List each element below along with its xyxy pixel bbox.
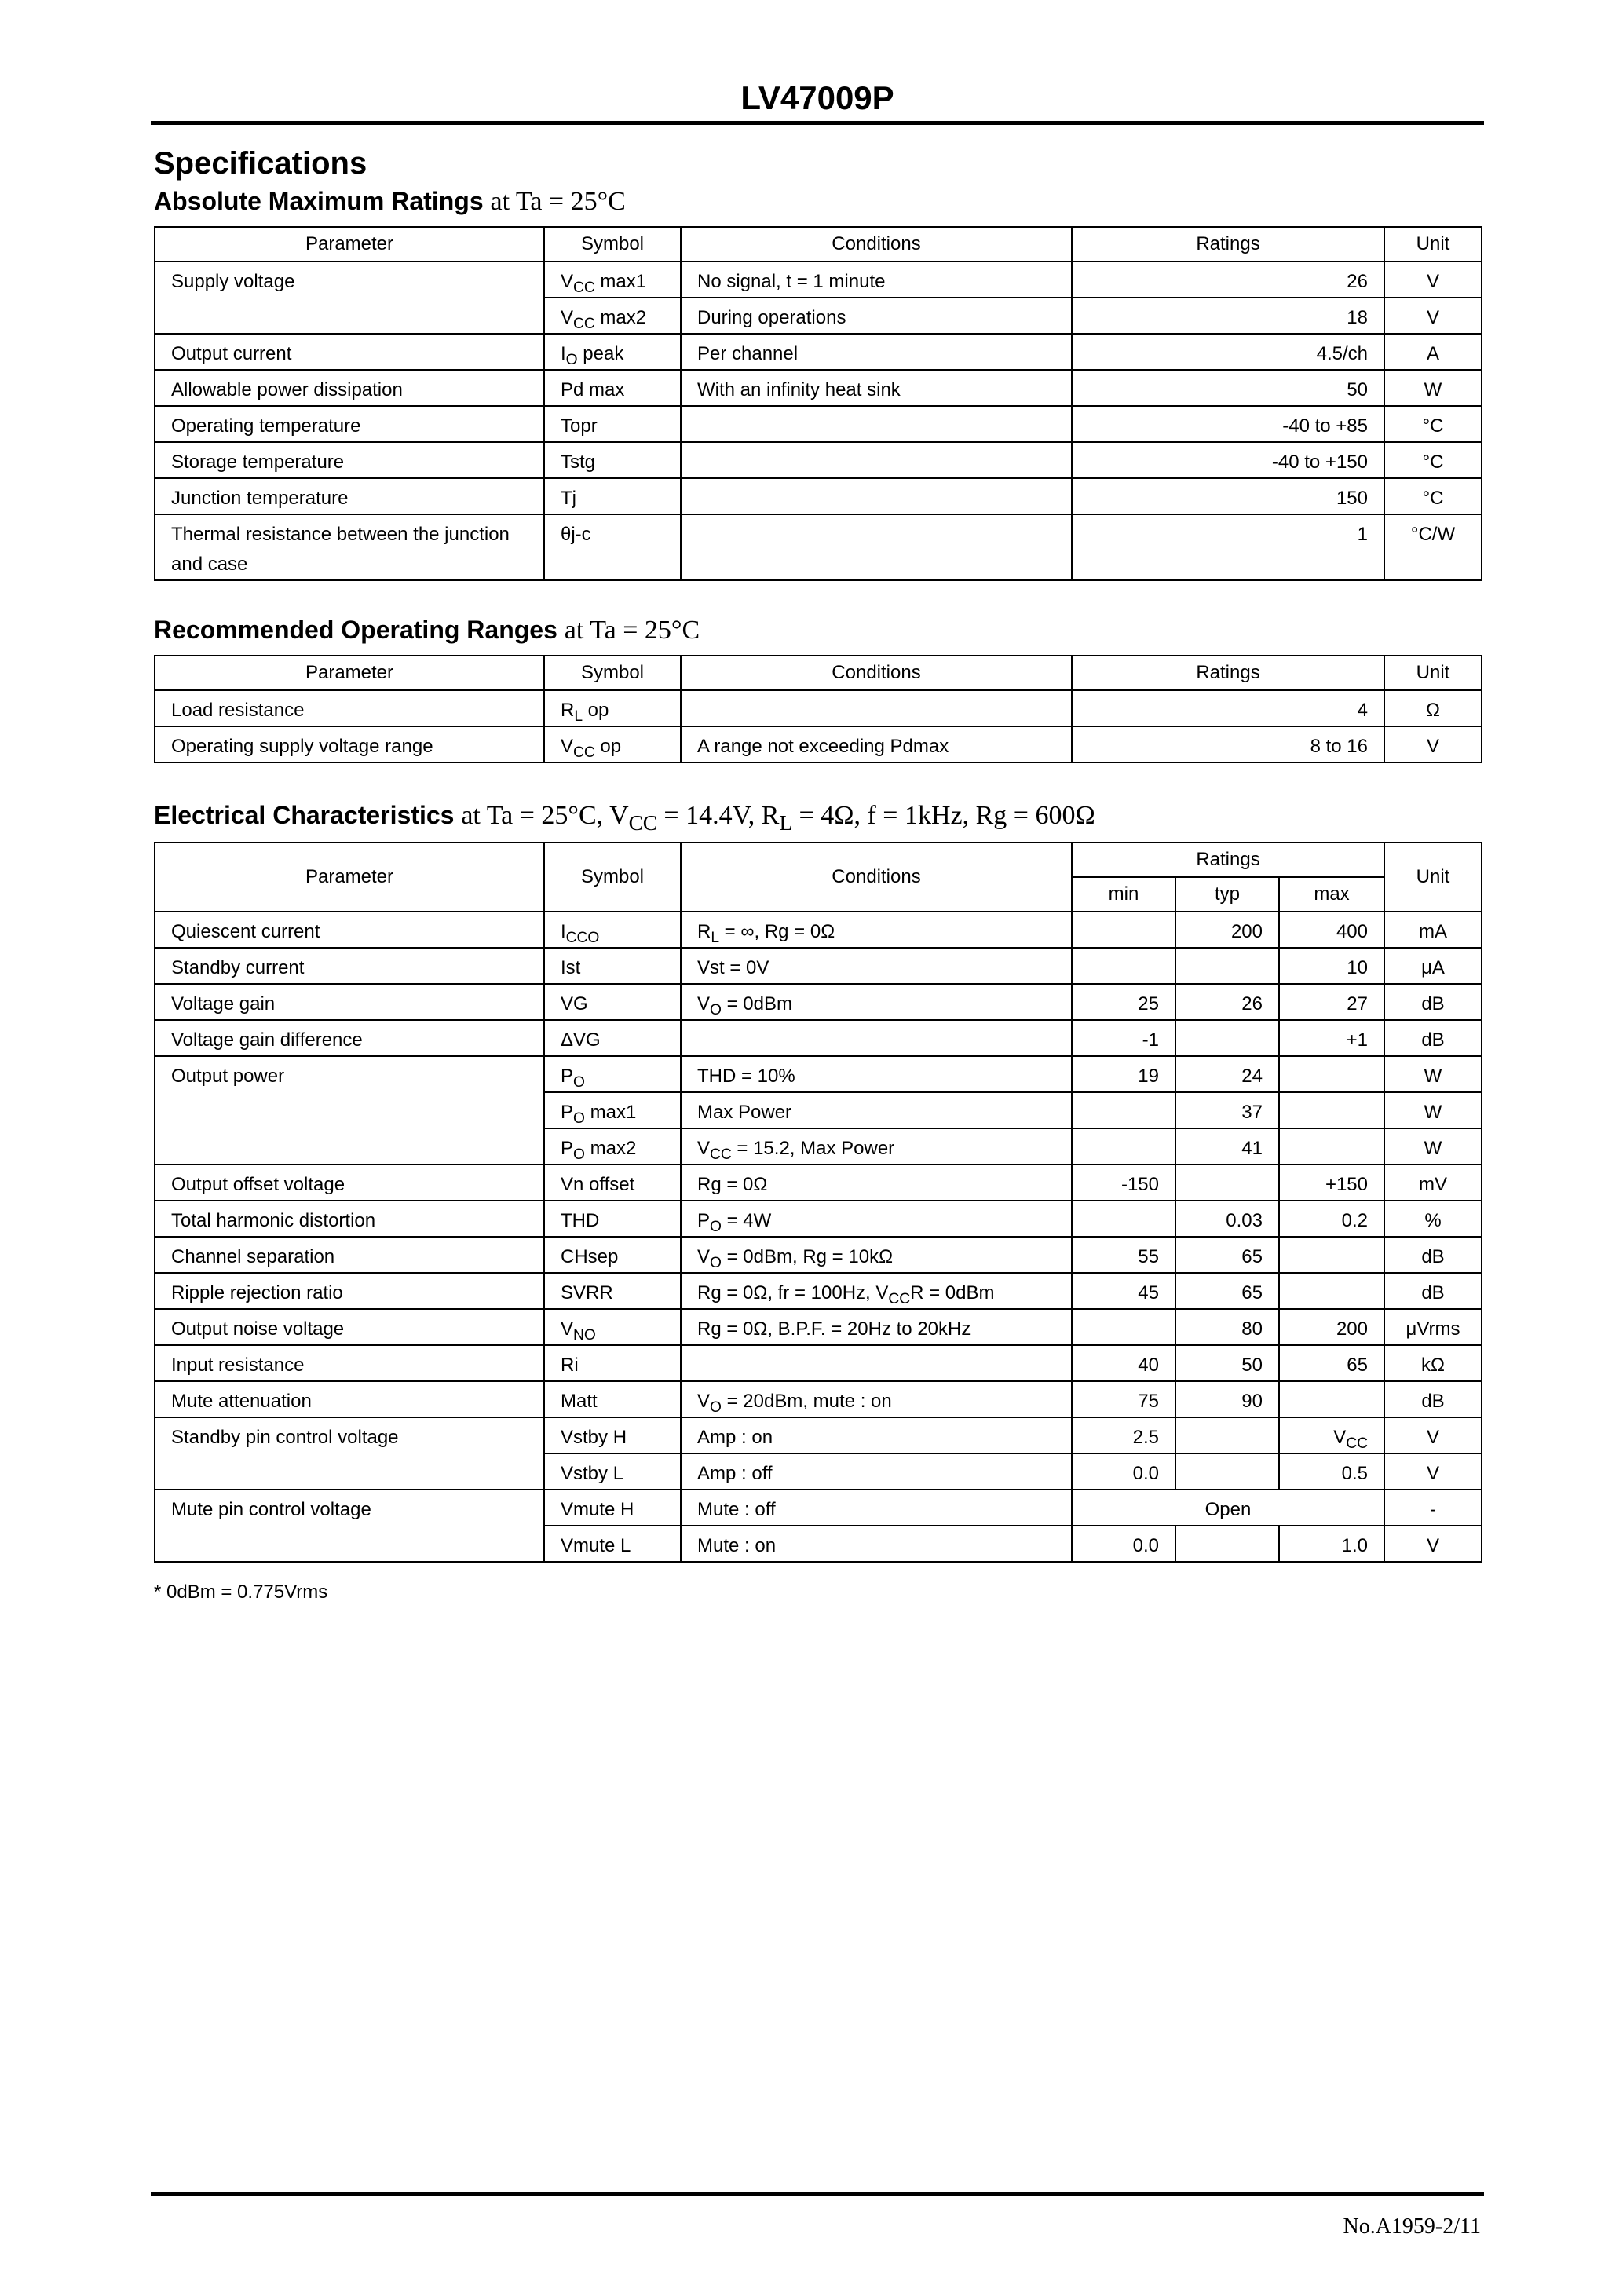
symbol-cell: $I_{CCO}$ [544, 912, 681, 948]
section-title: Specifications [154, 146, 367, 181]
symbol-cell: Tj [544, 478, 681, 514]
table-row [155, 1056, 1482, 1092]
parameter-cell: Operating temperature [155, 406, 544, 442]
rating-span-cell: Open [1072, 1490, 1384, 1526]
electrical-characteristics-table [154, 842, 1482, 1563]
table-row [155, 1164, 1482, 1201]
col-header: Parameter [155, 227, 544, 261]
table-row [155, 948, 1482, 984]
max-cell: 0.5 [1279, 1453, 1384, 1490]
parameter-cell: Output power [155, 1056, 544, 1164]
conditions-cell: $P_O = 4W$ [681, 1201, 1072, 1237]
symbol-cell: $P_O$ [544, 1056, 681, 1092]
col-header: Symbol [544, 656, 681, 690]
table-row [155, 1345, 1482, 1381]
symbol-cell: SVRR [544, 1273, 681, 1309]
conditions-cell: $V_O = 20dBm$, mute : on [681, 1381, 1072, 1417]
symbol-cell: $R_L$ op [544, 690, 681, 726]
unit-cell: °C/W [1384, 514, 1482, 580]
symbol-cell: $V_{CC}$ max1 [544, 261, 681, 298]
typ-cell: 65 [1175, 1237, 1279, 1273]
max-cell: 27 [1279, 984, 1384, 1020]
parameter-cell: Thermal resistance between the junction and case [155, 514, 544, 580]
unit-cell: V [1384, 261, 1482, 298]
min-cell: 40 [1072, 1345, 1175, 1381]
conditions-cell [681, 1020, 1072, 1056]
table-row [155, 1417, 1482, 1453]
table-row [155, 1273, 1482, 1309]
unit-cell: °C [1384, 406, 1482, 442]
parameter-cell: Output noise voltage [155, 1309, 544, 1345]
conditions-cell: $R_L$ = ∞, Rg = 0Ω [681, 912, 1072, 948]
unit-cell: °C [1384, 478, 1482, 514]
col-header: Conditions [681, 843, 1072, 912]
unit-cell: V [1384, 726, 1482, 762]
max-cell: 10 [1279, 948, 1384, 984]
rating-cell: -40 to +150 [1072, 442, 1384, 478]
max-cell [1279, 1381, 1384, 1417]
col-header: min [1072, 877, 1175, 912]
header-rule [151, 121, 1484, 125]
symbol-cell: $I_O$ peak [544, 334, 681, 370]
parameter-cell: Ripple rejection ratio [155, 1273, 544, 1309]
table-row [155, 406, 1482, 442]
symbol-cell: VG [544, 984, 681, 1020]
conditions-cell: Mute : on [681, 1526, 1072, 1562]
conditions-cell: With an infinity heat sink [681, 370, 1072, 406]
symbol-cell: θj-c [544, 514, 681, 580]
rating-cell: 150 [1072, 478, 1384, 514]
part-number-title: LV47009P [740, 79, 894, 116]
parameter-cell: Operating supply voltage range [155, 726, 544, 762]
min-cell: 55 [1072, 1237, 1175, 1273]
unit-cell: dB [1384, 1273, 1482, 1309]
footnote: * 0dBm = 0.775Vrms [154, 1581, 328, 1603]
parameter-cell: Junction temperature [155, 478, 544, 514]
footer-rule [151, 2192, 1484, 2196]
conditions-cell: $V_O = 0dBm$, Rg = 10kΩ [681, 1237, 1072, 1273]
min-cell [1072, 1128, 1175, 1164]
parameter-cell: Output offset voltage [155, 1164, 544, 1201]
recommended-operating-ranges-table [154, 655, 1482, 763]
amr-heading [154, 185, 626, 218]
table-row [155, 1201, 1482, 1237]
typ-cell [1175, 1417, 1279, 1453]
typ-cell: 37 [1175, 1092, 1279, 1128]
symbol-cell: CHsep [544, 1237, 681, 1273]
max-cell: $V_{CC}$ [1279, 1417, 1384, 1453]
conditions-cell: $V_O = 0dBm$ [681, 984, 1072, 1020]
parameter-cell: Allowable power dissipation [155, 370, 544, 406]
typ-cell: 41 [1175, 1128, 1279, 1164]
conditions-cell: Per channel [681, 334, 1072, 370]
symbol-cell: $V_{NO}$ [544, 1309, 681, 1345]
symbol-cell: Matt [544, 1381, 681, 1417]
symbol-cell: Ri [544, 1345, 681, 1381]
conditions-cell: No signal, t = 1 minute [681, 261, 1072, 298]
parameter-cell: Supply voltage [155, 261, 544, 334]
table-row [155, 1309, 1482, 1345]
unit-cell: A [1384, 334, 1482, 370]
rating-cell: 4 [1072, 690, 1384, 726]
unit-cell: V [1384, 298, 1482, 334]
table-row [155, 334, 1482, 370]
typ-cell: 0.03 [1175, 1201, 1279, 1237]
table-row [155, 478, 1482, 514]
symbol-cell: Tstg [544, 442, 681, 478]
max-cell: +150 [1279, 1164, 1384, 1201]
typ-cell: 90 [1175, 1381, 1279, 1417]
table-row [155, 912, 1482, 948]
parameter-cell: Channel separation [155, 1237, 544, 1273]
min-cell: 0.0 [1072, 1453, 1175, 1490]
rating-cell: -40 to +85 [1072, 406, 1384, 442]
max-cell: 400 [1279, 912, 1384, 948]
parameter-cell: Standby pin control voltage [155, 1417, 544, 1490]
symbol-cell: Vstby L [544, 1453, 681, 1490]
unit-cell: V [1384, 1526, 1482, 1562]
unit-cell: W [1384, 1128, 1482, 1164]
unit-cell: % [1384, 1201, 1482, 1237]
typ-cell: 65 [1175, 1273, 1279, 1309]
conditions-cell: $V_{CC} = 15.2$, Max Power [681, 1128, 1072, 1164]
symbol-cell: $V_{CC}$ max2 [544, 298, 681, 334]
table-row [155, 984, 1482, 1020]
ror-heading-label: Recommended Operating Ranges [154, 616, 557, 644]
unit-cell: °C [1384, 442, 1482, 478]
table-row [155, 690, 1482, 726]
unit-cell: μVrms [1384, 1309, 1482, 1345]
col-header: Ratings [1072, 227, 1384, 261]
conditions-cell [681, 690, 1072, 726]
ec-heading [154, 799, 1095, 835]
symbol-cell: Topr [544, 406, 681, 442]
conditions-cell: Rg = 0Ω [681, 1164, 1072, 1201]
typ-cell: 26 [1175, 984, 1279, 1020]
symbol-cell: Pd max [544, 370, 681, 406]
max-cell [1279, 1237, 1384, 1273]
symbol-cell: Ist [544, 948, 681, 984]
table-row [155, 514, 1482, 580]
min-cell: 45 [1072, 1273, 1175, 1309]
symbol-cell: ΔVG [544, 1020, 681, 1056]
conditions-cell [681, 442, 1072, 478]
parameter-cell: Mute pin control voltage [155, 1490, 544, 1562]
unit-cell: V [1384, 1417, 1482, 1453]
conditions-cell: A range not exceeding Pdmax [681, 726, 1072, 762]
table-row [155, 442, 1482, 478]
min-cell: -150 [1072, 1164, 1175, 1201]
table-row [155, 370, 1482, 406]
conditions-cell: Max Power [681, 1092, 1072, 1128]
symbol-cell: Vmute L [544, 1526, 681, 1562]
unit-cell: W [1384, 1056, 1482, 1092]
typ-cell [1175, 1020, 1279, 1056]
rating-cell: 1 [1072, 514, 1384, 580]
ec-heading-condition: at Ta = 25°C, $V_{CC} = 14.4V$, $R_L = 4\Omega$, f = 1kHz, Rg = 600Ω [461, 801, 1095, 835]
conditions-cell: Amp : off [681, 1453, 1072, 1490]
symbol-cell: Vmute H [544, 1490, 681, 1526]
unit-cell: dB [1384, 984, 1482, 1020]
unit-cell: W [1384, 370, 1482, 406]
table-row [155, 261, 1482, 298]
absolute-maximum-ratings-table [154, 226, 1482, 581]
rating-cell: 26 [1072, 261, 1384, 298]
conditions-cell: Amp : on [681, 1417, 1072, 1453]
parameter-cell: Total harmonic distortion [155, 1201, 544, 1237]
parameter-cell: Input resistance [155, 1345, 544, 1381]
min-cell [1072, 948, 1175, 984]
conditions-cell: Rg = 0Ω, B.P.F. = 20Hz to 20kHz [681, 1309, 1072, 1345]
typ-cell [1175, 1164, 1279, 1201]
conditions-cell: Vst = 0V [681, 948, 1072, 984]
unit-cell: W [1384, 1092, 1482, 1128]
symbol-cell: Vn offset [544, 1164, 681, 1201]
max-cell [1279, 1128, 1384, 1164]
parameter-cell: Voltage gain difference [155, 1020, 544, 1056]
min-cell [1072, 1201, 1175, 1237]
conditions-cell [681, 478, 1072, 514]
rating-cell: 18 [1072, 298, 1384, 334]
col-header: Symbol [544, 227, 681, 261]
rating-cell: 50 [1072, 370, 1384, 406]
ec-heading-label: Electrical Characteristics [154, 801, 455, 829]
parameter-cell: Mute attenuation [155, 1381, 544, 1417]
max-cell: 0.2 [1279, 1201, 1384, 1237]
typ-cell: 50 [1175, 1345, 1279, 1381]
typ-cell: 80 [1175, 1309, 1279, 1345]
table-row [155, 1020, 1482, 1056]
col-header: Parameter [155, 843, 544, 912]
conditions-cell: Rg = 0Ω, fr = 100Hz, $V_{CC}R = 0dBm$ [681, 1273, 1072, 1309]
col-header: Unit [1384, 227, 1482, 261]
min-cell: 75 [1072, 1381, 1175, 1417]
col-header: Unit [1384, 843, 1482, 912]
unit-cell: kΩ [1384, 1345, 1482, 1381]
min-cell: 0.0 [1072, 1526, 1175, 1562]
typ-cell [1175, 1526, 1279, 1562]
col-header: Conditions [681, 656, 1072, 690]
symbol-cell: THD [544, 1201, 681, 1237]
col-header: Ratings [1072, 656, 1384, 690]
conditions-cell [681, 406, 1072, 442]
rating-cell: 8 to 16 [1072, 726, 1384, 762]
unit-cell: V [1384, 1453, 1482, 1490]
max-cell [1279, 1056, 1384, 1092]
ror-heading [154, 614, 700, 646]
max-cell: 65 [1279, 1345, 1384, 1381]
table-row [155, 1490, 1482, 1526]
symbol-cell: $P_O$ max1 [544, 1092, 681, 1128]
table-row [155, 1381, 1482, 1417]
table-row [155, 1237, 1482, 1273]
min-cell [1072, 1309, 1175, 1345]
col-header: max [1279, 877, 1384, 912]
table-row [155, 726, 1482, 762]
min-cell: 19 [1072, 1056, 1175, 1092]
unit-cell: mV [1384, 1164, 1482, 1201]
col-header: Conditions [681, 227, 1072, 261]
conditions-cell: During operations [681, 298, 1072, 334]
unit-cell: μA [1384, 948, 1482, 984]
amr-heading-label: Absolute Maximum Ratings [154, 187, 484, 215]
page-number: No.A1959-2/11 [1343, 2214, 1481, 2239]
min-cell: -1 [1072, 1020, 1175, 1056]
ror-heading-condition: at Ta = 25°C [564, 616, 700, 645]
typ-cell: 24 [1175, 1056, 1279, 1092]
unit-cell: dB [1384, 1237, 1482, 1273]
unit-cell: Ω [1384, 690, 1482, 726]
conditions-cell: THD = 10% [681, 1056, 1072, 1092]
unit-cell: - [1384, 1490, 1482, 1526]
symbol-cell: $P_O$ max2 [544, 1128, 681, 1164]
conditions-cell: Mute : off [681, 1490, 1072, 1526]
min-cell: 25 [1072, 984, 1175, 1020]
typ-cell [1175, 1453, 1279, 1490]
max-cell: 200 [1279, 1309, 1384, 1345]
col-header: Unit [1384, 656, 1482, 690]
conditions-cell [681, 1345, 1072, 1381]
conditions-cell [681, 514, 1072, 580]
max-cell [1279, 1273, 1384, 1309]
parameter-cell: Output current [155, 334, 544, 370]
max-cell: +1 [1279, 1020, 1384, 1056]
min-cell: 2.5 [1072, 1417, 1175, 1453]
col-header: Symbol [544, 843, 681, 912]
amr-heading-condition: at Ta = 25°C [490, 187, 626, 216]
parameter-cell: Storage temperature [155, 442, 544, 478]
symbol-cell: Vstby H [544, 1417, 681, 1453]
min-cell [1072, 1092, 1175, 1128]
max-cell: 1.0 [1279, 1526, 1384, 1562]
unit-cell: dB [1384, 1381, 1482, 1417]
unit-cell: mA [1384, 912, 1482, 948]
parameter-cell: Load resistance [155, 690, 544, 726]
col-header: typ [1175, 877, 1279, 912]
typ-cell: 200 [1175, 912, 1279, 948]
min-cell [1072, 912, 1175, 948]
parameter-cell: Quiescent current [155, 912, 544, 948]
parameter-cell: Standby current [155, 948, 544, 984]
parameter-cell: Voltage gain [155, 984, 544, 1020]
rating-cell: 4.5/ch [1072, 334, 1384, 370]
col-header: Parameter [155, 656, 544, 690]
symbol-cell: $V_{CC}$ op [544, 726, 681, 762]
unit-cell: dB [1384, 1020, 1482, 1056]
max-cell [1279, 1092, 1384, 1128]
typ-cell [1175, 948, 1279, 984]
col-header: Ratings [1072, 843, 1384, 877]
